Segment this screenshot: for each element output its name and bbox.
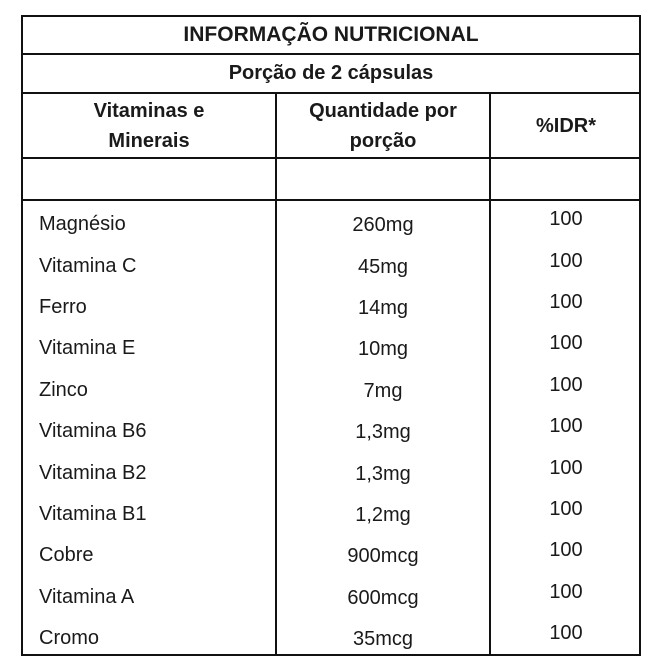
header-text: Vitaminas e xyxy=(93,99,205,122)
nutrient-name: Magnésio xyxy=(39,213,126,236)
nutrient-idr: 100 xyxy=(549,332,583,355)
nutrient-quantity: 1,2mg xyxy=(355,503,411,526)
header-text: porção xyxy=(349,129,417,152)
header-text: Minerais xyxy=(108,129,190,152)
nutrient-quantity: 10mg xyxy=(357,338,409,361)
nutrition-table xyxy=(21,15,641,656)
nutrient-quantity: 1,3mg xyxy=(355,462,411,485)
nutrient-quantity: 900mcg xyxy=(347,545,419,568)
table-row xyxy=(23,367,639,408)
table-body xyxy=(23,201,639,656)
nutrient-idr: 100 xyxy=(549,415,583,438)
table-row xyxy=(23,615,639,656)
nutrient-idr: 100 xyxy=(549,373,583,396)
nutrient-name: Vitamina B1 xyxy=(39,502,147,525)
nutrient-quantity: 7mg xyxy=(363,379,403,402)
nutrient-name: Ferro xyxy=(39,295,87,318)
table-row xyxy=(23,408,639,449)
nutrient-idr: 100 xyxy=(549,539,583,562)
table-title: INFORMAÇÃO NUTRICIONAL xyxy=(23,17,639,55)
table-row xyxy=(23,201,639,242)
table-row xyxy=(23,449,639,490)
table-row xyxy=(23,532,639,573)
header-quantity xyxy=(277,94,489,157)
nutrient-name: Vitamina B6 xyxy=(39,420,147,443)
nutrient-idr: 100 xyxy=(549,249,583,272)
nutrient-quantity: 1,3mg xyxy=(355,421,411,444)
nutrient-name: Zinco xyxy=(39,378,88,401)
nutrient-name: Vitamina B2 xyxy=(39,461,147,484)
nutrient-idr: 100 xyxy=(549,497,583,520)
nutrient-quantity: 14mg xyxy=(357,296,409,319)
table-row xyxy=(23,242,639,283)
portion-size: Porção de 2 cápsulas xyxy=(23,55,639,94)
table-row xyxy=(23,491,639,532)
nutrient-idr: 100 xyxy=(549,208,583,231)
blank-cell xyxy=(491,159,641,199)
nutrient-name: Vitamina C xyxy=(39,254,137,277)
table-row xyxy=(23,284,639,325)
nutrient-idr: 100 xyxy=(549,580,583,603)
nutrient-quantity: 45mg xyxy=(357,255,409,278)
nutrient-idr: 100 xyxy=(549,622,583,645)
blank-cell xyxy=(277,159,489,199)
blank-cell xyxy=(23,159,275,199)
table-row xyxy=(23,325,639,366)
nutrient-name: Cobre xyxy=(39,544,94,567)
nutrient-idr: 100 xyxy=(549,456,583,479)
header-idr: %IDR* xyxy=(535,114,596,137)
table-row xyxy=(23,574,639,615)
blank-row xyxy=(23,159,639,199)
nutrient-name: Vitamina E xyxy=(39,337,136,360)
nutrient-name: Cromo xyxy=(39,627,100,650)
nutrient-quantity: 260mg xyxy=(352,214,414,237)
nutrient-quantity: 600mcg xyxy=(347,586,419,609)
header-text: Quantidade por xyxy=(309,99,457,122)
nutrient-idr: 100 xyxy=(549,290,583,313)
nutrient-quantity: 35mcg xyxy=(352,628,414,651)
header-vitamins-minerals xyxy=(23,94,275,157)
nutrient-name: Vitamina A xyxy=(39,585,135,608)
